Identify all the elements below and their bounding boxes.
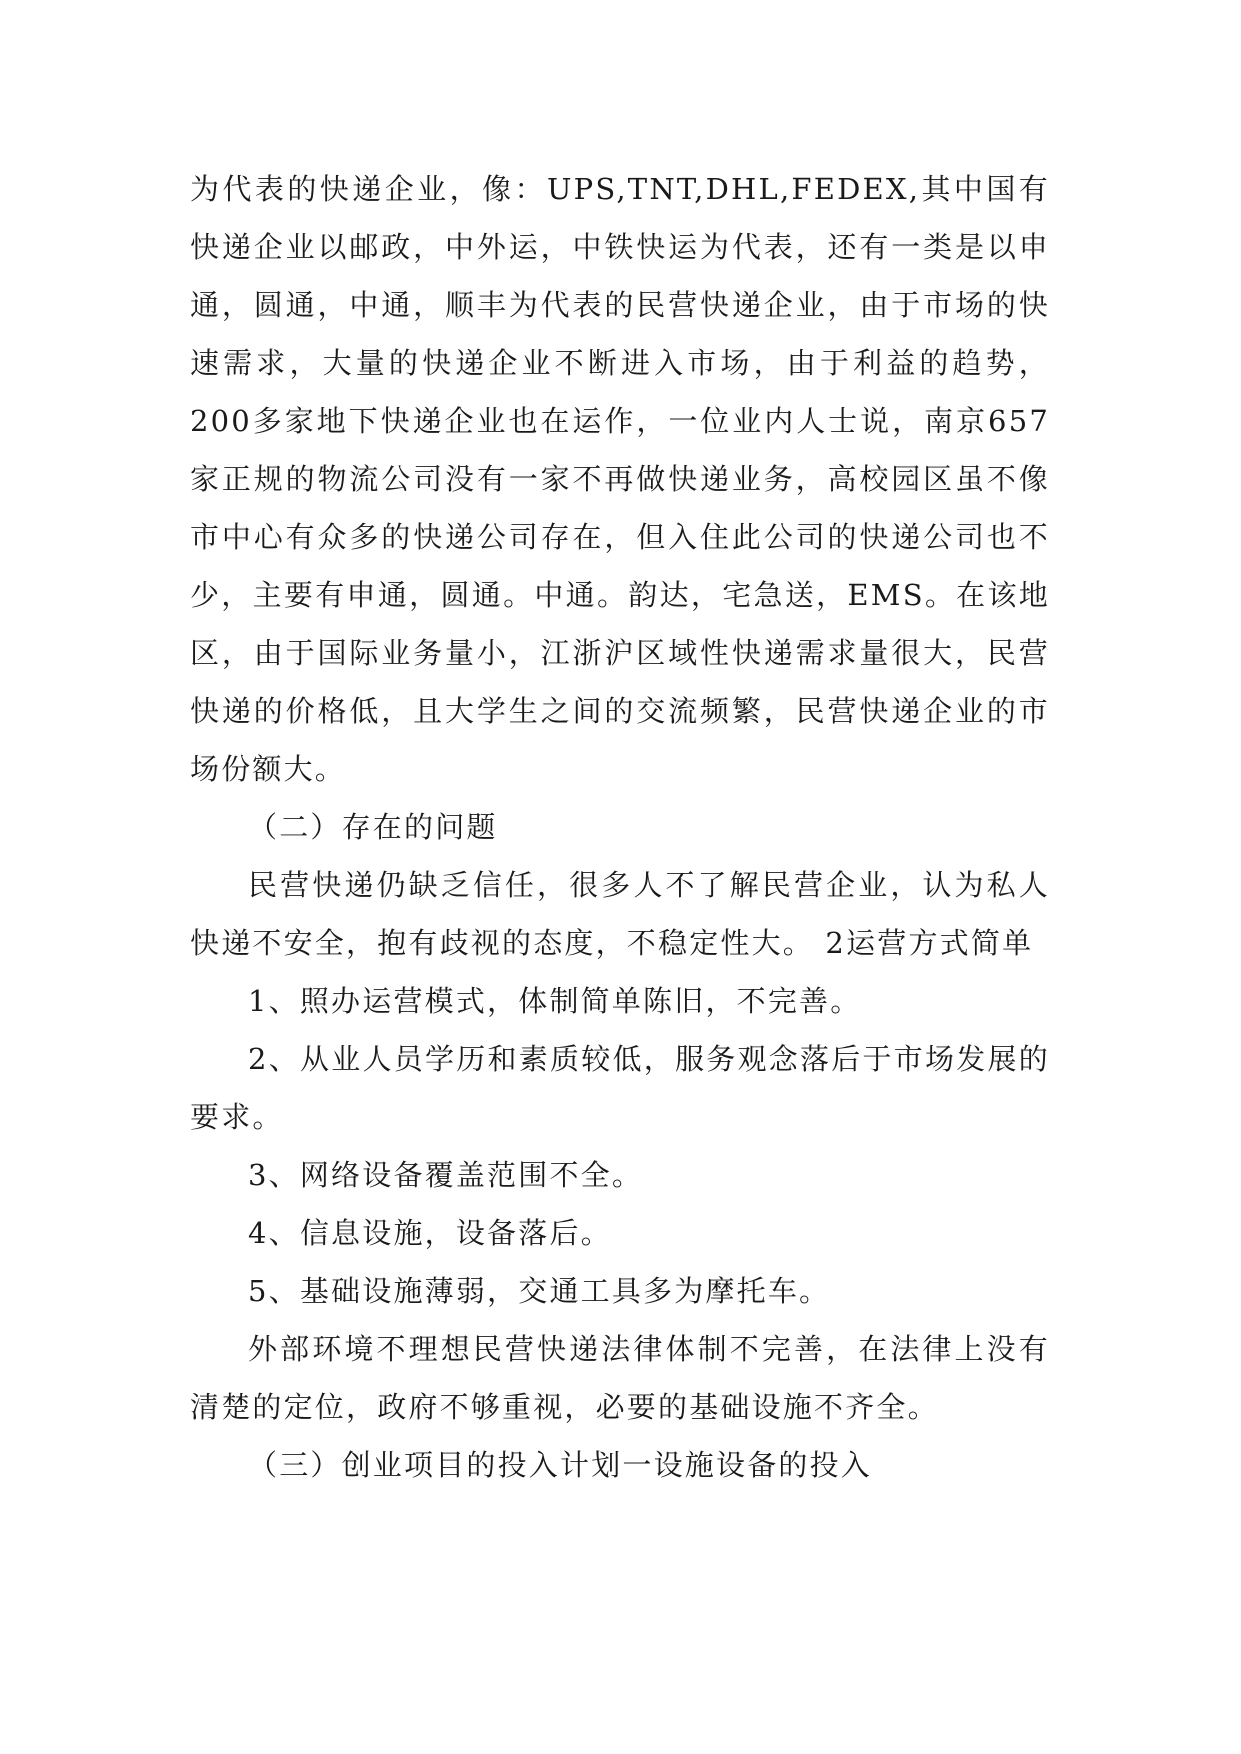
section-heading-investment: （三）创业项目的投入计划一设施设备的投入	[248, 1448, 873, 1482]
list-item-5: 5、基础设施薄弱，交通工具多为摩托车。	[248, 1274, 831, 1308]
list-item-4: 4、信息设施，设备落后。	[248, 1216, 612, 1250]
paragraph-courier-market: 为代表的快递企业，像：UPS,TNT,DHL,FEDEX,其中国有快递企业以邮政，中外运，中铁快运为代表，还有一类是以申通，圆通，中通，顺丰为代表的民营快递企业，由于市场的快速需求，大量的快递企业不断进入市场，由于利益的趋势，200多家地下快递企业也在运作，一位业内人士说，南京657家正规的物流公司没有一家不再做快递业务，高校园区虽不像市中心有众多的快递公司存在，但入住此公司的快递公司也不少，主要有申通，圆通。中通。韵达，宅急送，EMS。在该地区，由于国际业务量小，江浙沪区域性快递需求量很大，民营快递的价格低，且大学生之间的交流频繁，民营快递企业的市场份额大。	[190, 172, 1050, 786]
list-item-1: 1、照办运营模式，体制简单陈旧，不完善。	[248, 984, 862, 1018]
list-item-3: 3、网络设备覆盖范围不全。	[248, 1158, 644, 1192]
document-body	[190, 160, 1050, 1494]
paragraph-trust: 民营快递仍缺乏信任，很多人不了解民营企业，认为私人快递不安全，抱有歧视的态度，不稳定性大。 2运营方式简单	[190, 868, 1050, 960]
section-heading-problems: （二）存在的问题	[248, 810, 498, 844]
paragraph-environment: 外部环境不理想民营快递法律体制不完善，在法律上没有清楚的定位，政府不够重视，必要的基础设施不齐全。	[190, 1332, 1050, 1424]
list-item-2: 2、从业人员学历和素质较低，服务观念落后于市场发展的要求。	[190, 1042, 1050, 1134]
